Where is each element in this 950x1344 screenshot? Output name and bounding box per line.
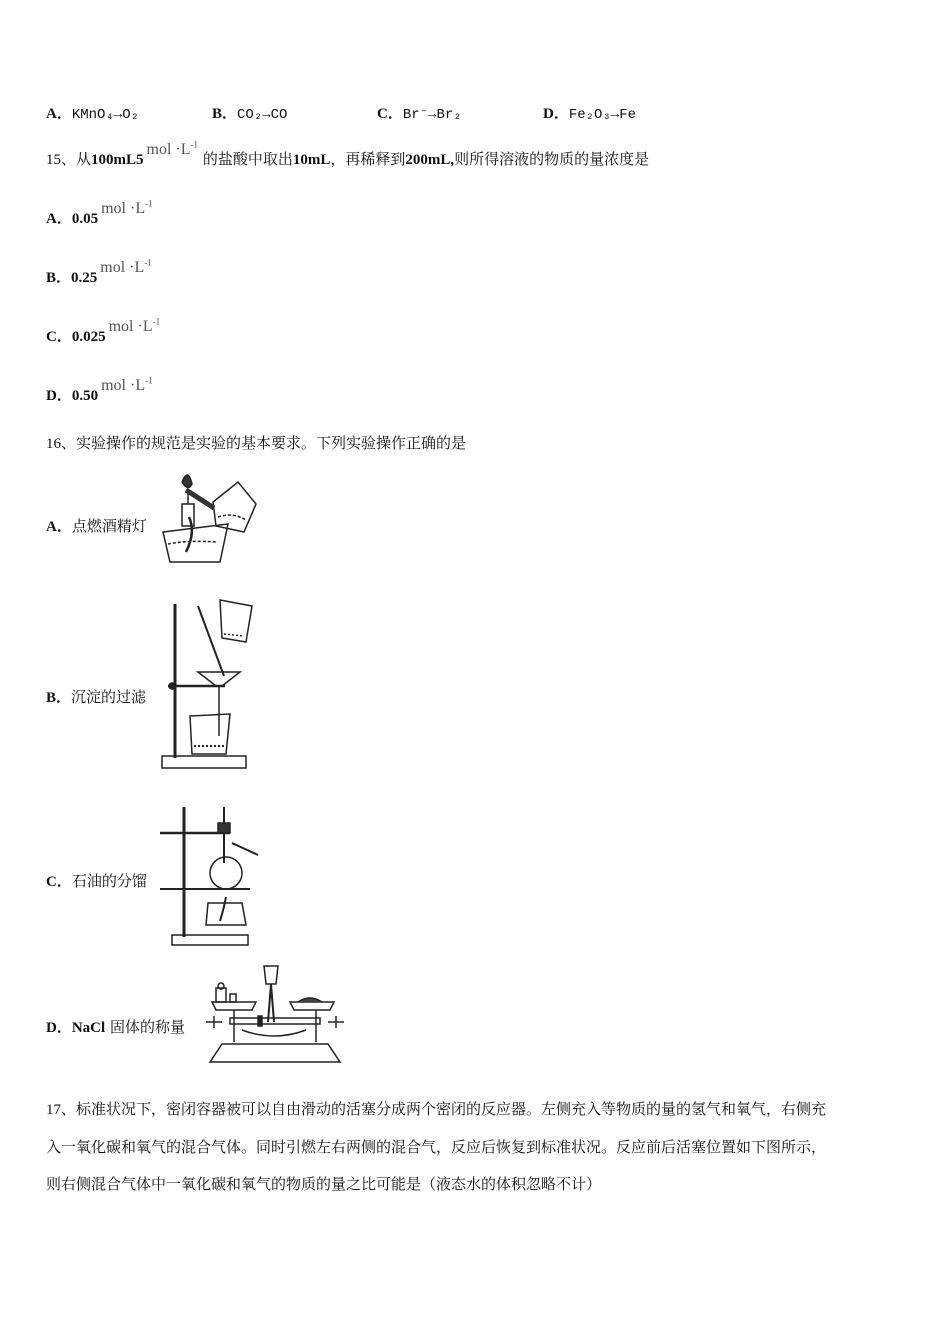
q16-option-d: D．NaCl 固体的称量 [46,1018,185,1036]
distillation-figure [160,803,260,949]
alcohol-lamp-lighting-figure [158,462,258,566]
q14-option-b [212,102,287,123]
q17-line-1: 17、标准状况下，密闭容器被可以自由滑动的活塞分成两个密闭的反应器。左侧充入等物质的量的氢气和氧气，右侧充 [46,1100,827,1118]
q15-option-c: C．$0.025mol \cdot L^{-1}$ [46,316,161,345]
option-label: A． [46,106,72,122]
question-number: 17、 [46,1102,77,1118]
option-label: C． [377,106,403,122]
unit-label: mol $\cdot L^{-1}$ [101,198,153,217]
option-text: Fe₂O₃→Fe [568,107,637,123]
q15-option-b: B．$0.25mol \cdot L^{-1}$ [46,257,152,286]
q15-stem: 15、从$100mL5mol \cdot L^{-1}$ 的盐酸中取出10mL，再稀释到200mL,则所得溶液的物质的量浓度是 [46,139,650,168]
q16-stem: 16、实验操作的规范是实验的基本要求。下列实验操作正确的是 [46,434,467,452]
option-label: D． [543,106,569,122]
q15-option-a: A．$0.05mol \cdot L^{-1}$ [46,198,153,227]
q17-stem [46,1091,906,1203]
q15-option-d: D．$0.50mol \cdot L^{-1}$ [46,375,153,404]
option-label: B． [212,106,238,122]
option-text: Br⁻→Br₂ [402,107,462,123]
question-number: 16、 [46,436,77,452]
q14-option-d [543,102,636,123]
q14-option-a [46,102,139,123]
q16-option-a: A．点燃酒精灯 [46,517,147,535]
unit-label: mol $\cdot L^{-1}$ [101,375,153,394]
q16-option-c: C．石油的分馏 [46,872,147,890]
q16-option-b: B．沉淀的过滤 [46,688,147,706]
q17-line-2: 入一氧化碳和氧气的混合气体。同时引燃左右两侧的混合气，反应后恢复到标准状况。反应前后活塞位置如下图所示， [46,1138,827,1156]
q14-option-c [377,102,462,123]
q17-line-3: 则右侧混合气体中一氧化碳和氧气的物质的量之比可能是（液态水的体积忽略不计） [46,1175,602,1193]
question-number: 15、 [46,152,77,168]
unit-label: mol $\cdot L^{-1}$ [146,139,199,158]
option-text: KMnO₄→O₂ [71,107,140,123]
unit-label: mol $\cdot L^{-1}$ [108,316,161,335]
balance-figure [202,962,348,1066]
filtration-figure [160,598,255,770]
option-text: CO₂→CO [237,107,288,123]
unit-label: mol $\cdot L^{-1}$ [100,257,152,276]
